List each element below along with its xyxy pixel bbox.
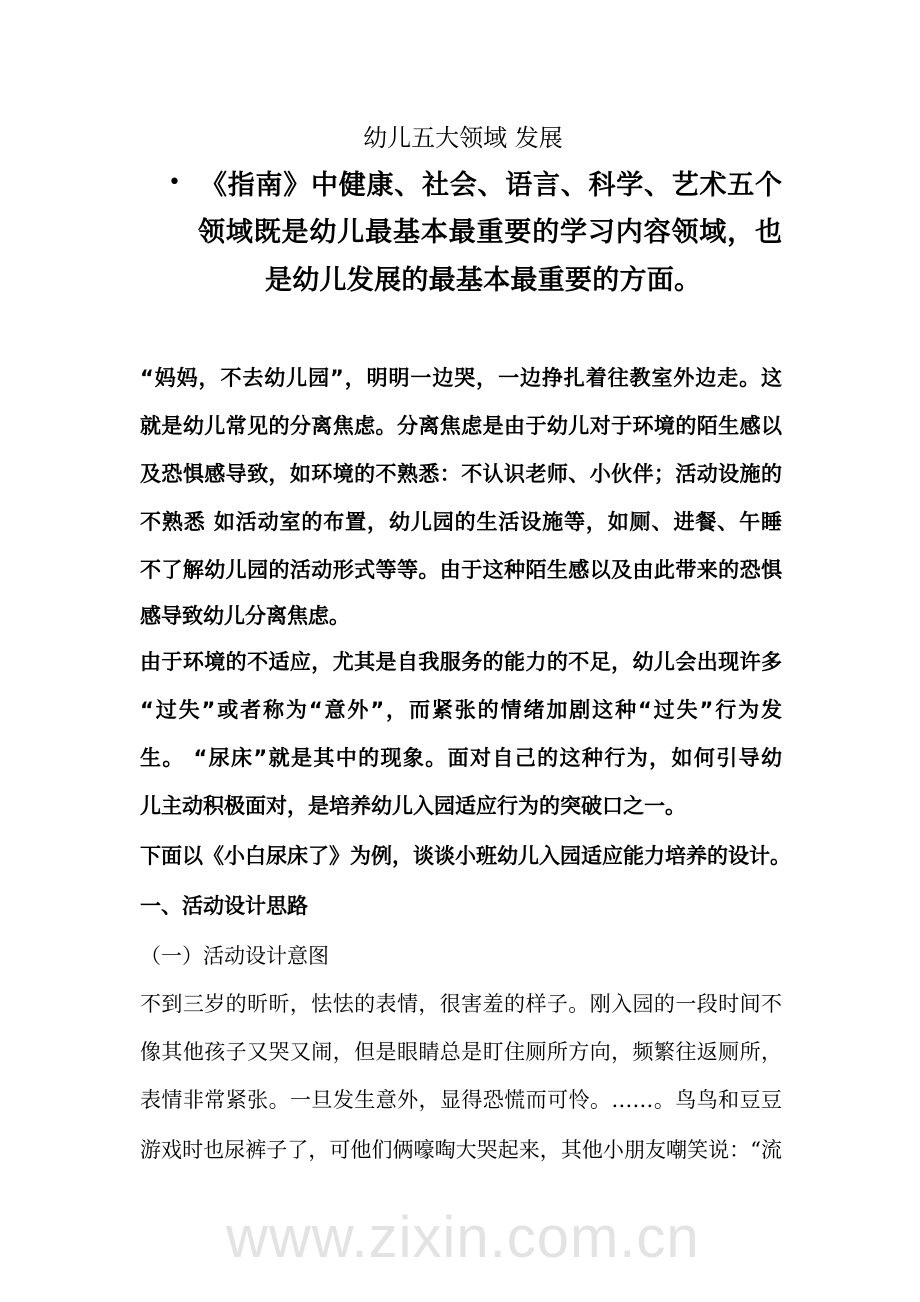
body-line: 像其他孩子又哭又闹，但是眼睛总是盯住厕所方向，频繁往返厕所， <box>140 1040 782 1064</box>
body-line: 生。 “尿床”就是其中的现象。面对自己的这种行为，如何引导幼 <box>140 746 782 770</box>
body-line: 就是幼儿常见的分离焦虑。分离焦虑是由于幼儿对于环境的陌生感以 <box>140 414 782 438</box>
bullet-line: 是幼儿发展的最基本最重要的方面。 <box>265 265 701 296</box>
body-line: 儿主动积极面对，是培养幼儿入园适应行为的突破口之一。 <box>140 794 686 818</box>
bullet-line: 《指南》中健康、社会、语言、科学、艺术五个 <box>200 170 782 201</box>
subsection-heading: （一）活动设计意图 <box>140 944 329 968</box>
body-line: 下面以《小白尿床了》为例，谈谈小班幼儿入园适应能力培养的设计。 <box>140 844 791 868</box>
body-line: 不熟悉 如活动室的布置，幼儿园的生活设施等，如厕、进餐、午睡 <box>140 510 782 534</box>
watermark: www.zixin.com.cn <box>226 1205 700 1270</box>
body-line: 表情非常紧张。一旦发生意外，显得恐慌而可怜。……。鸟鸟和豆豆 <box>140 1088 782 1112</box>
bullet-line: 领域既是幼儿最基本最重要的学习内容领域，也 <box>198 217 782 248</box>
body-line: 感导致幼儿分离焦虑。 <box>140 604 350 628</box>
body-line: 由于环境的不适应，尤其是自我服务的能力的不足，幼儿会出现许多 <box>140 650 782 674</box>
body-line: “妈妈，不去幼儿园”，明明一边哭，一边挣扎着往教室外边走。这 <box>140 366 782 390</box>
body-line: 及恐惧感导致，如环境的不熟悉：不认识老师、小伙伴；活动设施的 <box>140 462 782 486</box>
bullet-icon: • <box>168 170 181 195</box>
body-line: 不到三岁的昕昕，怯怯的表情，很害羞的样子。刚入园的一段时间不 <box>140 992 782 1016</box>
body-line: 游戏时也尿裤子了，可他们俩嚎啕大哭起来，其他小朋友嘲笑说：“流 <box>140 1138 782 1162</box>
body-line: 不了解幼儿园的活动形式等等。由于这种陌生感以及由此带来的恐惧 <box>140 558 782 582</box>
page-title: 幼儿五大领域 发展 <box>363 124 563 152</box>
section-heading: 一、活动设计思路 <box>140 894 308 918</box>
body-line: “过失”或者称为“意外”，而紧张的情绪加剧这种“过失”行为发 <box>140 698 782 722</box>
